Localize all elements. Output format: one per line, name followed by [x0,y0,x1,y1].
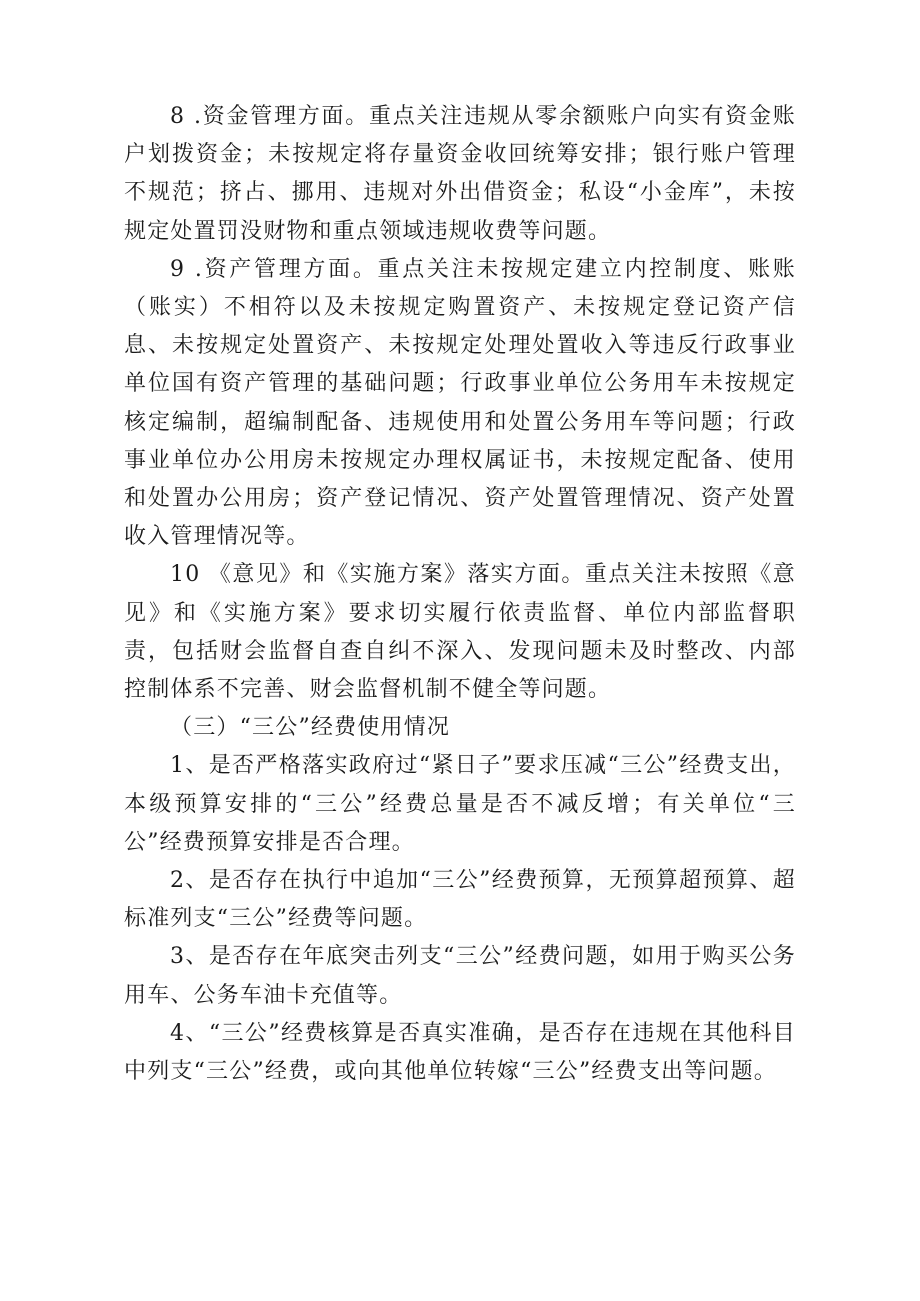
list-item: 3、是否存在年底突击列支“三公”经费问题，如用于购买公务用车、公务车油卡充值等。 [124,944,796,1008]
paragraph-fund-management: 8 .资金管理方面。重点关注违规从零余额账户向实有资金账户划拨资金；未按规定将存量资金收回统筹安排；银行账户管理不规范；挤占、挪用、违规对外出借资金；私设“小金库”，未按规定处置罚没财物和重点领域违规收费等问题。 [124,104,796,244]
list-item: 2、是否存在执行中追加“三公”经费预算，无预算超预算、超标准列支“三公”经费等问题。 [124,868,796,932]
section-heading: （三）“三公”经费使用情况 [170,715,451,741]
document-body [124,98,796,1091]
list-item: 4、“三公”经费核算是否真实准确，是否存在违规在其他科目中列支“三公”经费，或向其他单位转嫁“三公”经费支出等问题。 [124,1020,796,1085]
list-item: 1、是否严格落实政府过“紧日子”要求压减“三公”经费支出，本级预算安排的“三公”经费总量是否不减反增；有关单位“三公”经费预算安排是否合理。 [124,753,796,855]
paragraph-implementation: 10 《意见》和《实施方案》落实方面。重点关注未按照《意见》和《实施方案》要求切实履行依责监督、单位内部监督职责，包括财会监督自查自纠不深入、发现问题未及时整改、内部控制体系不完善、财会监督机制不健全等问题。 [124,562,796,703]
paragraph-asset-management: 9 .资产管理方面。重点关注未按规定建立内控制度、账账（账实）不相符以及未按规定购置资产、未按规定登记资产信息、未按规定处置资产、未按规定处理处置收入等违反行政事业单位国有资产管理的基础问题；行政事业单位公务用车未按规定核定编制，超编制配备、违规使用和处置公务用车等问题；行政事业单位办公用房未按规定办理权属证书，未按规定配备、使用和处置办公用房；资产登记情况、资产处置管理情况、资产处置收入管理情况等。 [124,256,796,550]
